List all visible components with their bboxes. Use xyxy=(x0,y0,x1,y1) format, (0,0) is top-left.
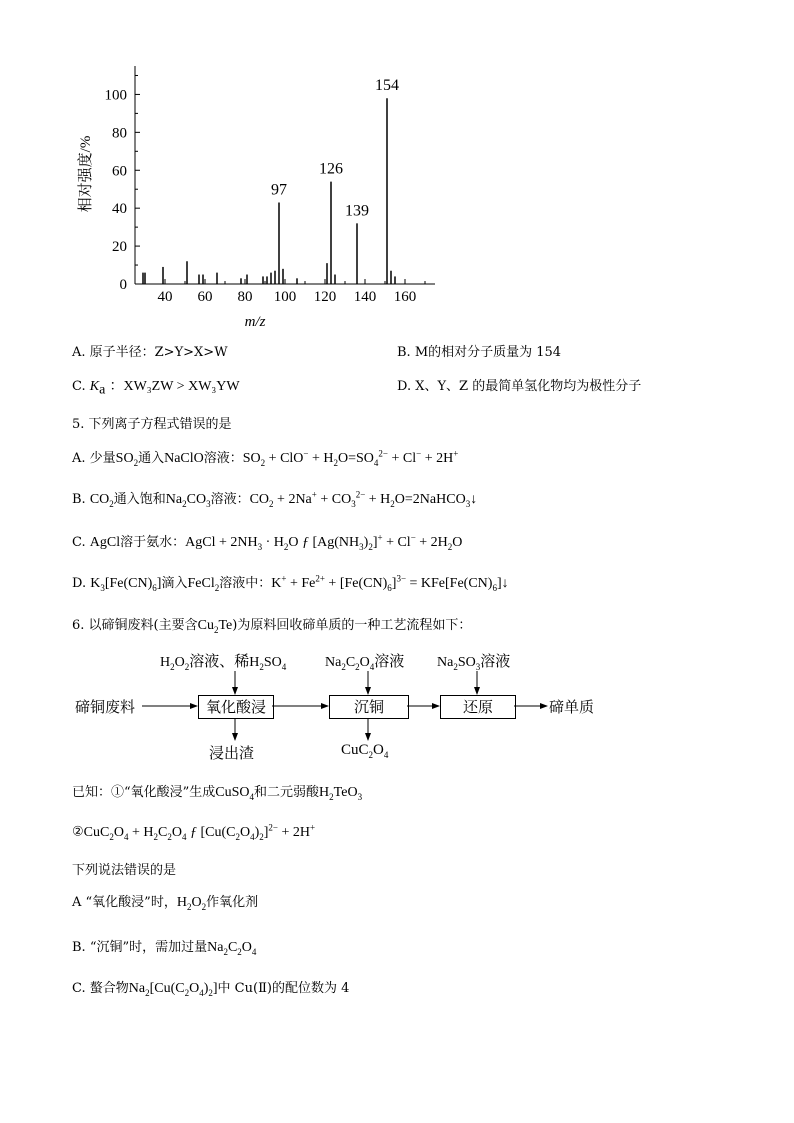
q4-option-a: A. 原子半径：Z>Y>X>W xyxy=(72,345,228,360)
peak-label: 139 xyxy=(345,202,369,220)
x-tick-label: 140 xyxy=(353,289,377,305)
y-tick-label: 0 xyxy=(119,277,127,293)
flow-box-copper-precipitation: 沉铜 xyxy=(329,695,409,719)
y-tick-label: 40 xyxy=(112,201,127,218)
q5-option-c: C. AgCl溶于氨水：AgCl + $2NH_3 \cdot H_2O$ ƒ $[Ag(NH_3)_2]^+ + Cl^- + 2H_2O$ xyxy=(72,532,463,552)
peak-label: 126 xyxy=(319,160,343,178)
q4-option-b: B. M的相对分子质量为 154 xyxy=(397,345,562,360)
x-tick-label: 60 xyxy=(197,289,213,305)
q5-option-d: D. $K_3[Fe(CN)_6]$滴入FeCl$_2$溶液中：$K^+ + Fe^{2+} + [Fe(CN)_6]^{3-}$ = $KFe[Fe(CN)_6]↓$ xyxy=(72,573,509,593)
y-tick-label: 20 xyxy=(112,239,127,256)
x-tick-label: 120 xyxy=(313,289,337,305)
x-tick-label: 80 xyxy=(237,289,253,305)
y-axis-label: 相对强度/% xyxy=(78,135,94,213)
x-tick-label: 40 xyxy=(157,289,173,305)
cuc2o4-label: $CuC_2O_4$ xyxy=(341,742,389,760)
q5-option-b: B. $CO_2$通入饱和$Na_2CO_3$溶液：$CO_2 + 2Na^+ + CO_3^{2-}$ + $H_2O=2NaHCO_3↓$ xyxy=(72,489,478,509)
q4-option-c: C. $K_a$ ：XW₃ZW > XW₃YW xyxy=(72,379,240,398)
residue-label: 浸出渣 xyxy=(209,744,255,762)
q6-question: 下列说法错误的是 xyxy=(72,863,177,878)
y-tick-label: 100 xyxy=(104,87,127,104)
reagent-3: $Na_2SO_3$溶液 xyxy=(437,652,511,672)
q6-option-a: A “氧化酸浸”时，$H_2O_2$作氧化剂 xyxy=(72,895,259,912)
q4-option-d: D. X、Y、Z 的最简单氢化物均为极性分子 xyxy=(397,379,642,394)
q6-option-b: B. “沉铜”时，需加过量$Na_2C_2O_4$ xyxy=(72,940,257,957)
y-tick-label: 80 xyxy=(112,125,127,142)
q6-stem: 6. 以碲铜废料(主要含$Cu_2Te$)为原料回收碲单质的一种工艺流程如下： xyxy=(72,618,472,635)
peak-label: 97 xyxy=(271,181,287,199)
reagent-1: $H_2O_2$溶液、稀$H_2SO_4$ xyxy=(160,652,287,672)
q6-known-2: $②CuC_2O_4 + H_2C_2O_4$ ƒ $[Cu(C_2O_4)_2]^{2-} + 2H^+$ xyxy=(72,822,316,842)
peak-label: 154 xyxy=(375,77,399,95)
flow-output-label: 碲单质 xyxy=(549,698,595,716)
flow-input-label: 碲铜废料 xyxy=(75,698,136,716)
q6-known-1: 已知：①“氧化酸浸”生成CuSO$_4$和二元弱酸$H_2TeO_3$ xyxy=(72,785,363,802)
x-tick-label: 100 xyxy=(273,289,297,305)
flow-box-reduction: 还原 xyxy=(440,695,516,719)
y-tick-label: 60 xyxy=(112,163,127,180)
x-axis-label: m/z xyxy=(244,314,266,330)
reagent-2: $Na_2C_2O_4$溶液 xyxy=(325,652,405,672)
x-tick-label: 160 xyxy=(393,289,417,305)
q5-stem: 5. 下列离子方程式错误的是 xyxy=(72,417,232,432)
q5-option-a: A. 少量$SO_2$通入NaClO溶液：$SO_2 + ClO^- + H_2O=SO_4^{2-} + Cl^- + 2H^+$ xyxy=(72,448,459,468)
q6-option-c: C. 螯合物$Na_2[Cu(C_2O_4)_2]$中 Cu(Ⅱ)的配位数为 4 xyxy=(72,981,350,998)
flow-box-oxidative-leach: 氧化酸浸 xyxy=(198,695,274,719)
